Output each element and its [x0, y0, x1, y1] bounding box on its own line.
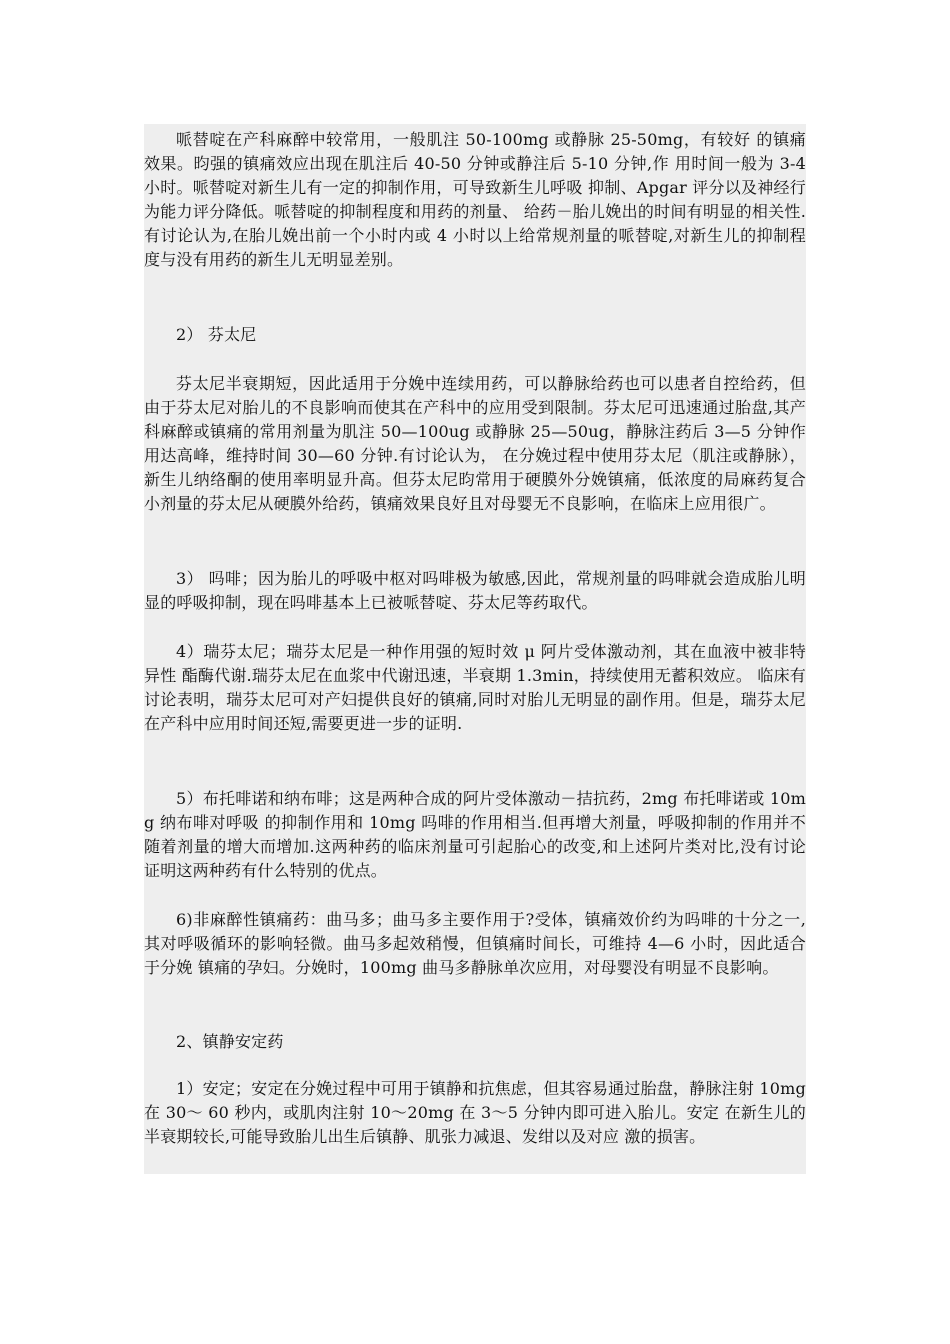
paragraph-pethidine: 哌替啶在产科麻醉中较常用，一般肌注 50-100mg 或静脉 25-50mg，有较好 的镇痛效果。昀强的镇痛效应出现在肌注后 40-50 分钟或静注后 5-10 分钟,作 用时间一般为 3-4 小时。哌替啶对新生儿有一定的抑制作用，可导致新生儿呼吸 抑制、Apgar 评分以及神经行为能力评分降低。哌替啶的抑制程度和用药的剂量、 给药－胎儿娩出的时间有明显的相关性.有讨论认为,在胎儿娩出前一个小时内或 4 小时以上给常规剂量的哌替啶,对新生儿的抑制程度与没有用药的新生儿无明显差别。: [144, 130, 806, 269]
paragraph-morphine: 3） 吗啡；因为胎儿的呼吸中枢对吗啡极为敏感,因此，常规剂量的吗啡就会造成胎儿明显的呼吸抑制，现在吗啡基本上已被哌替啶、芬太尼等药取代。: [144, 569, 806, 612]
document-page: [144, 124, 806, 1174]
paragraph-butorphanol-nalbuphine: 5）布托啡诺和纳布啡；这是两种合成的阿片受体激动－拮抗药，2mg 布托啡诺或 10mg 纳布啡对呼吸 的抑制作用和 10mg 吗啡的作用相当.但再增大剂量，呼吸抑制的作用并不随着剂量的增大而增加.这两种药的临床剂量可引起胎心的改变,和上述阿片类对比,没有讨论证明这两种药有什么特别的优点。: [144, 789, 806, 880]
paragraph-diazepam: 1）安定；安定在分娩过程中可用于镇静和抗焦虑，但其容易通过胎盘，静脉注射 10mg 在 30～ 60 秒内，或肌肉注射 10～20mg 在 3～5 分钟内即可进入胎儿。安定 在新生儿的半衰期较长,可能导致胎儿出生后镇静、肌张力减退、发绀以及对应 激的损害。: [144, 1079, 806, 1146]
paragraph-remifentanil: 4）瑞芬太尼；瑞芬太尼是一种作用强的短时效 μ 阿片受体激动剂，其在血液中被非特异性 酯酶代谢.瑞芬太尼在血浆中代谢迅速，半衰期 1.3min，持续使用无蓄积效应。 临床有讨论表明，瑞芬太尼可对产妇提供良好的镇痛,同时对胎儿无明显的副作用。但是，瑞芬太尼在产科中应用时间还短,需要更进一步的证明.: [144, 642, 806, 733]
paragraph-fentanyl: 芬太尼半衰期短，因此适用于分娩中连续用药，可以静脉给药也可以患者自控给药，但由于芬太尼对胎儿的不良影响而使其在产科中的应用受到限制。芬太尼可迅速通过胎盘,其产科麻醉或镇痛的常用剂量为肌注 50—100ug 或静脉 25—50ug，静脉注药后 3—5 分钟作用达高峰，维持时间 30—60 分钟.有讨论认为， 在分娩过程中使用芬太尼（肌注或静脉），新生儿纳络酮的使用率明显升高。但芬太尼昀常用于硬膜外分娩镇痛，低浓度的局麻药复合小剂量的芬太尼从硬膜外给药，镇痛效果良好且对母婴无不良影响，在临床上应用很广。: [144, 374, 806, 513]
heading-fentanyl: 2） 芬太尼: [176, 325, 257, 344]
heading-sedatives: 2、镇静安定药: [176, 1032, 284, 1051]
paragraph-tramadol: 6)非麻醉性镇痛药：曲马多；曲马多主要作用于?受体，镇痛效价约为吗啡的十分之一,其对呼吸循环的影响轻微。曲马多起效稍慢，但镇痛时间长，可维持 4—6 小时，因此适合于分娩 镇痛的孕妇。分娩时，100mg 曲马多静脉单次应用，对母婴没有明显不良影响。: [144, 910, 806, 977]
